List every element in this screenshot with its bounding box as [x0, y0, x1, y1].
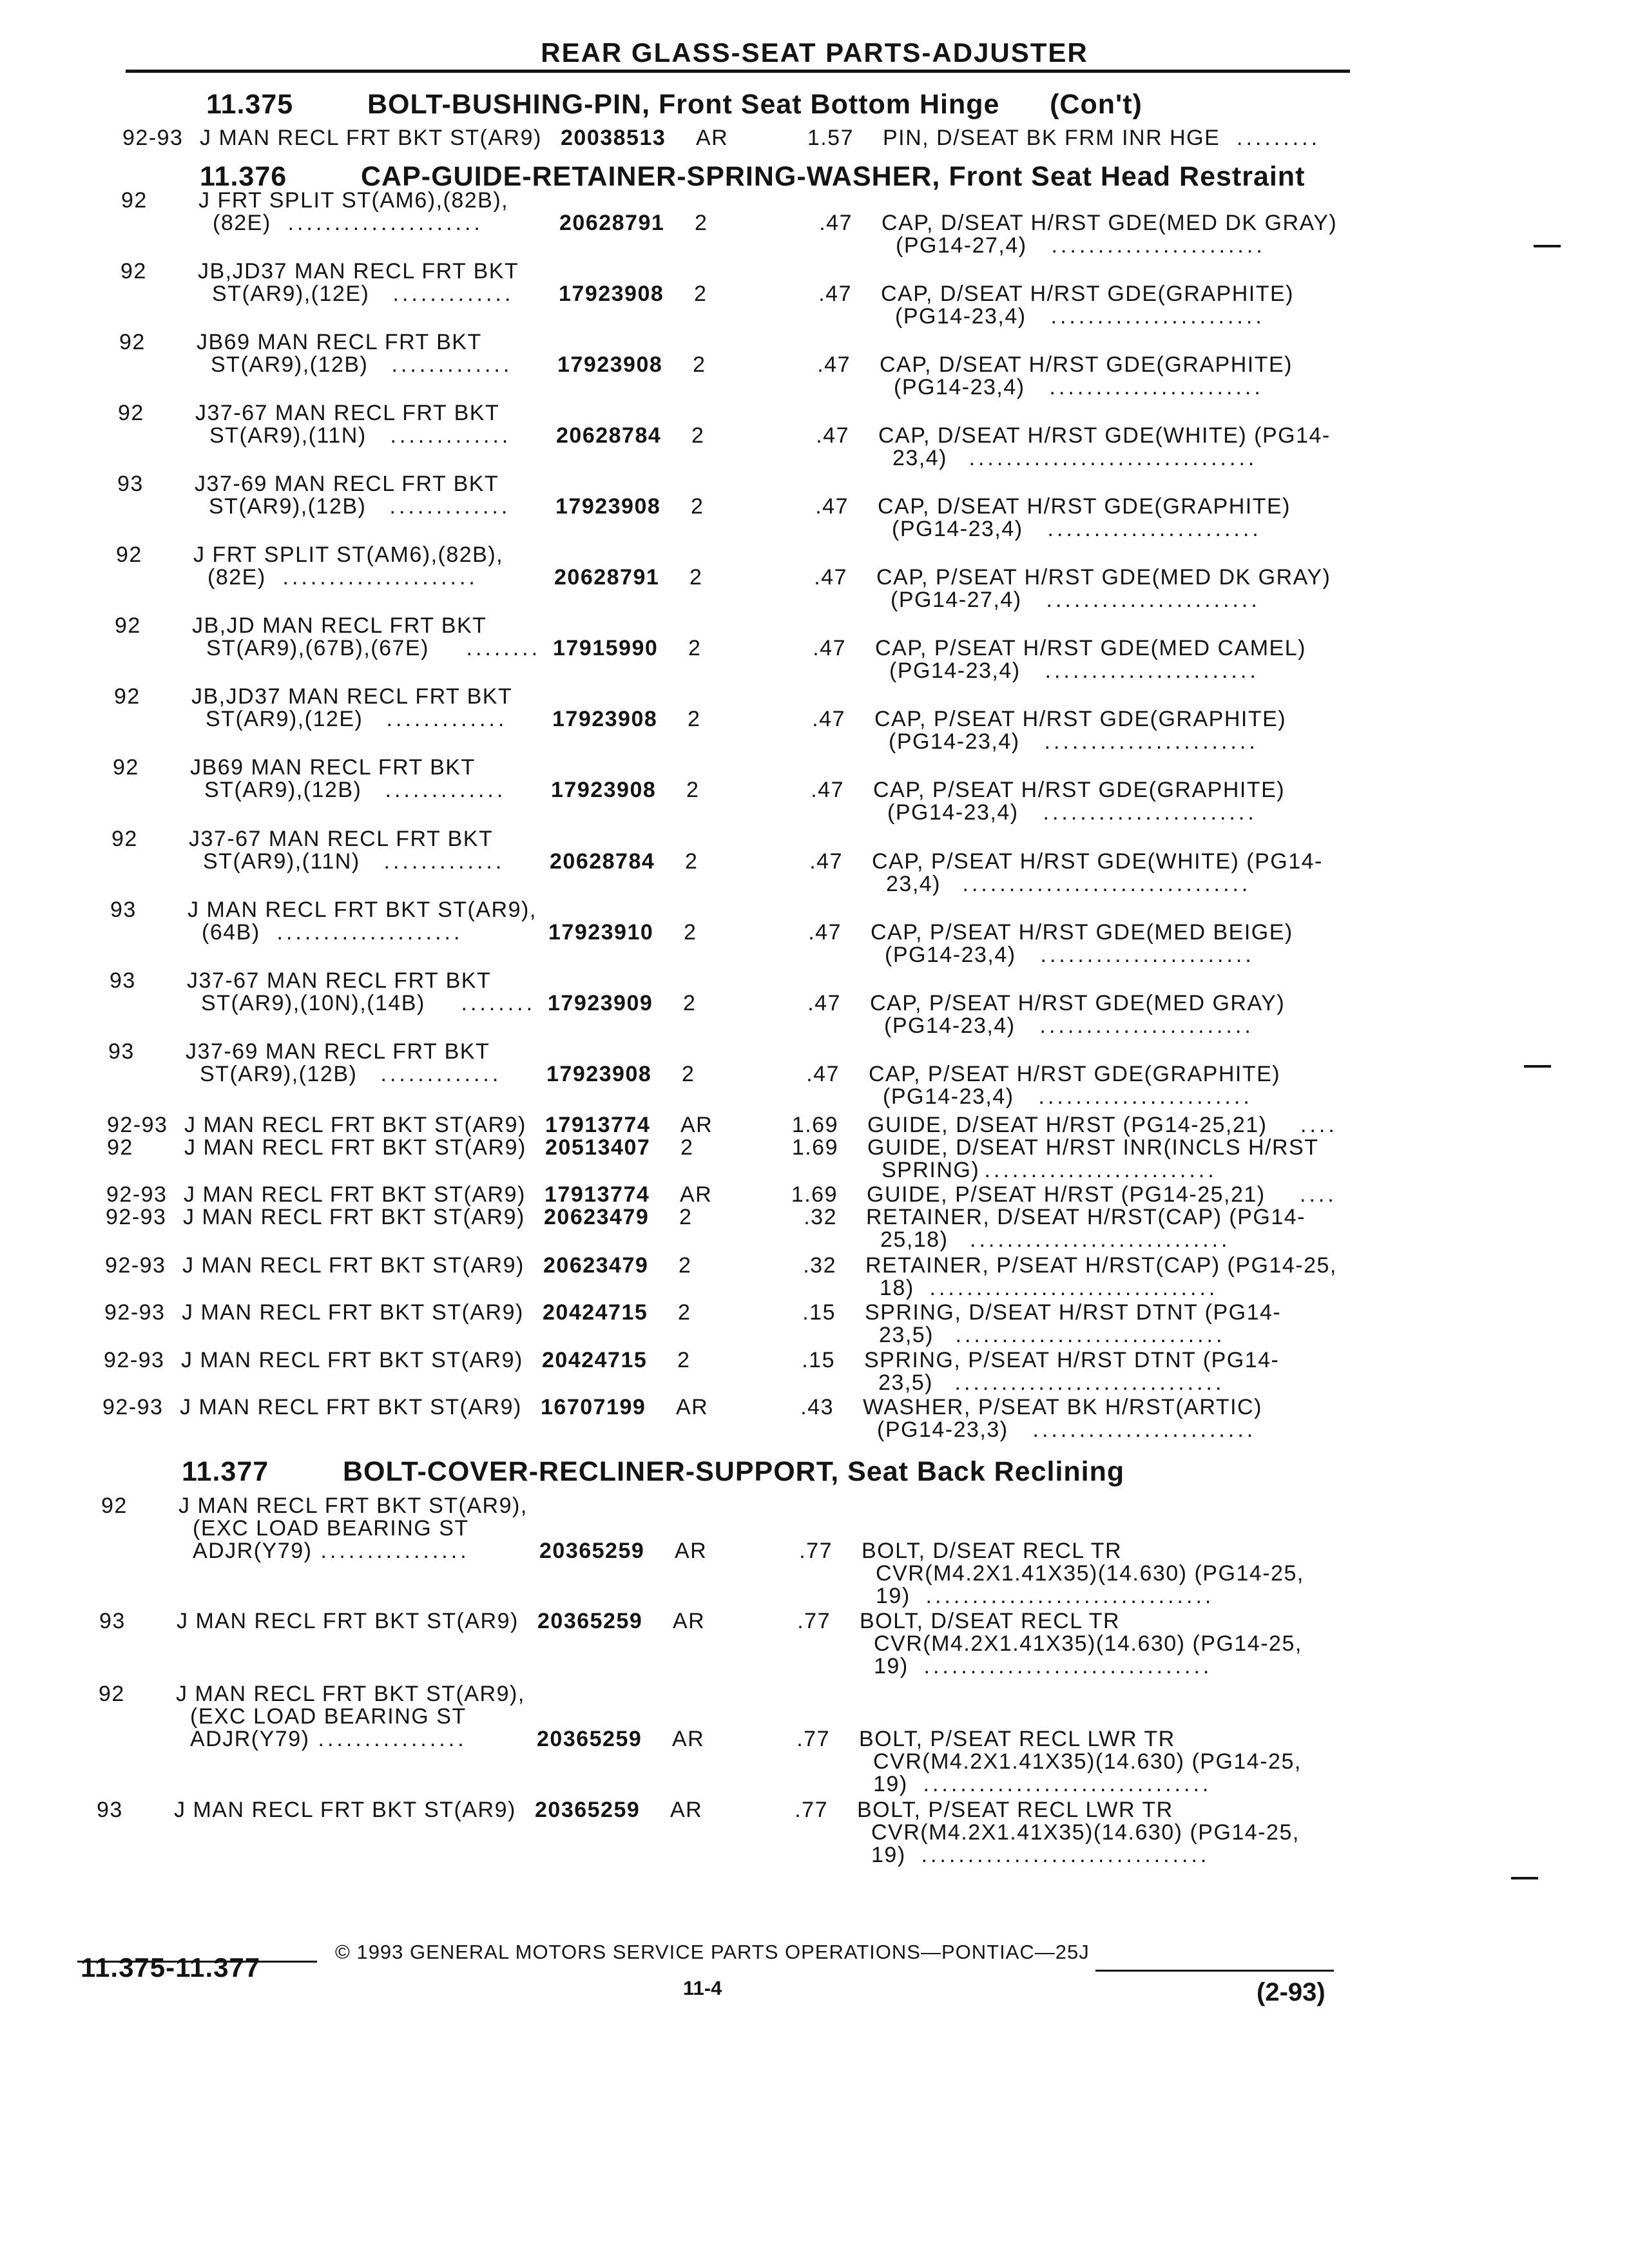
- catalog-entry: [0, 1348, 1629, 1395]
- part-description: 23,4): [892, 446, 947, 470]
- catalog-entry: [0, 1205, 1629, 1252]
- leader-dots: .......................: [1043, 800, 1257, 825]
- part-description: BOLT, P/SEAT RECL LWR TR: [859, 1727, 1175, 1751]
- part-description: (PG14-27,4): [896, 233, 1027, 258]
- part-description: CAP, P/SEAT H/RST GDE(WHITE) (PG14-: [872, 849, 1323, 874]
- footer-section-range: 11.375-11.377: [81, 1952, 261, 1983]
- footer-date: (2-93): [1257, 1978, 1325, 2006]
- part-description: BOLT, D/SEAT RECL TR: [860, 1609, 1121, 1633]
- part-description: CAP, D/SEAT H/RST GDE(WHITE) (PG14-: [878, 423, 1331, 448]
- application-line: JB69 MAN RECL FRT BKT: [197, 330, 482, 354]
- spacer: [940, 161, 949, 192]
- part-description: CAP, D/SEAT H/RST GDE(GRAPHITE): [878, 494, 1291, 519]
- model-year: 92: [116, 543, 142, 567]
- model-year: 92: [111, 827, 138, 851]
- part-description: CAP, P/SEAT H/RST GDE(GRAPHITE): [873, 778, 1286, 802]
- part-number: 17923908: [552, 707, 658, 731]
- application-line: JB,JD MAN RECL FRT BKT: [192, 613, 487, 638]
- part-description: GUIDE, P/SEAT H/RST (PG14-25,21): [867, 1182, 1266, 1207]
- model-year: 92-93: [104, 1300, 166, 1325]
- part-description: SPRING): [882, 1158, 980, 1182]
- section-heading: [182, 1456, 1124, 1488]
- catalog-entry: [0, 259, 1629, 329]
- catalog-entry: [0, 1182, 1629, 1207]
- quantity: 2: [682, 1062, 695, 1086]
- leader-dots: .......................: [1040, 943, 1255, 967]
- part-number: 20424715: [543, 1300, 648, 1325]
- unit-price: .32: [803, 1253, 836, 1278]
- application-line: J MAN RECL FRT BKT ST(AR9),: [178, 1494, 528, 1518]
- application-line: (82E): [213, 211, 271, 235]
- quantity: AR: [680, 1113, 713, 1137]
- quantity: AR: [670, 1798, 703, 1822]
- leader-dots: ............................: [970, 1227, 1231, 1252]
- application-line: J MAN RECL FRT BKT ST(AR9): [174, 1798, 516, 1822]
- leader-dots: ...............................: [923, 1654, 1213, 1678]
- catalog-entry: [0, 1135, 1629, 1182]
- leader-dots: ................: [318, 1727, 467, 1751]
- part-description: CAP, D/SEAT H/RST GDE(GRAPHITE): [880, 352, 1293, 377]
- application-line: ST(AR9),(12B): [204, 778, 362, 802]
- leader-dots: .......................: [1045, 658, 1259, 683]
- leader-dots: ....: [1300, 1113, 1338, 1137]
- model-year: 92: [118, 401, 144, 425]
- model-year: 92: [115, 613, 141, 638]
- application-line: ADJR(Y79): [193, 1539, 313, 1563]
- part-number: 20628791: [559, 211, 665, 235]
- part-number: 17923908: [546, 1062, 652, 1086]
- part-description: SPRING, P/SEAT H/RST DTNT (PG14-: [864, 1348, 1280, 1372]
- spacer: [650, 89, 659, 120]
- part-description: GUIDE, D/SEAT H/RST (PG14-25,21): [867, 1113, 1268, 1137]
- unit-price: .77: [797, 1609, 831, 1633]
- application-line: (64B): [202, 920, 260, 945]
- model-year: 92: [114, 684, 140, 709]
- leader-dots: ........................: [1032, 1418, 1257, 1442]
- part-description: PIN, D/SEAT BK FRM INR HGE: [883, 126, 1220, 150]
- header-rule: [126, 70, 1350, 73]
- leader-dots: ........: [461, 991, 536, 1015]
- unit-price: .47: [806, 1062, 840, 1086]
- part-number: 20424715: [542, 1348, 648, 1372]
- catalog-entry: [0, 1253, 1629, 1300]
- quantity: 2: [677, 1348, 691, 1372]
- application-line: J MAN RECL FRT BKT ST(AR9): [182, 1253, 525, 1278]
- unit-price: .47: [813, 636, 846, 660]
- quantity: 2: [694, 282, 708, 306]
- catalog-entry: [0, 1039, 1629, 1109]
- leader-dots: .............: [389, 494, 511, 519]
- application-line: ST(AR9),(10N),(14B): [201, 991, 425, 1015]
- quantity: 2: [678, 1300, 691, 1325]
- leader-dots: .....................: [287, 211, 483, 235]
- part-number: 20628784: [556, 423, 662, 448]
- part-description: 19): [874, 1654, 909, 1678]
- application-line: ST(AR9),(12E): [206, 707, 363, 731]
- quantity: AR: [680, 1182, 713, 1207]
- section-heading: [206, 89, 1142, 120]
- part-number: 17923909: [548, 991, 653, 1015]
- application-line: J MAN RECL FRT BKT ST(AR9): [180, 1395, 522, 1419]
- catalog-entry: [0, 1300, 1629, 1347]
- part-description: CVR(M4.2X1.41X35)(14.630) (PG14-25,: [876, 1561, 1304, 1586]
- part-description: (PG14-23,4): [883, 1084, 1014, 1109]
- part-description: 23,5): [878, 1370, 933, 1395]
- part-description: (PG14-23,4): [889, 729, 1020, 754]
- application-line: J MAN RECL FRT BKT ST(AR9): [184, 1135, 526, 1160]
- part-description: 25,18): [880, 1227, 949, 1252]
- model-year: 92: [99, 1682, 125, 1706]
- unit-price: .47: [811, 778, 844, 802]
- application-line: J MAN RECL FRT BKT ST(AR9): [184, 1113, 526, 1137]
- model-year: 92-93: [106, 1182, 168, 1207]
- part-description: (PG14-23,4): [895, 304, 1027, 329]
- application-line: JB,JD37 MAN RECL FRT BKT: [191, 684, 513, 709]
- unit-price: .47: [819, 211, 853, 235]
- part-description: (PG14-27,4): [891, 588, 1022, 612]
- section-subtitle: Front Seat Head Restraint: [949, 161, 1306, 192]
- part-description: RETAINER, D/SEAT H/RST(CAP) (PG14-: [866, 1205, 1306, 1229]
- unit-price: .47: [816, 423, 849, 448]
- unit-price: .47: [815, 494, 849, 519]
- quantity: 2: [683, 991, 697, 1015]
- unit-price: .47: [817, 352, 851, 377]
- application-line: J MAN RECL FRT BKT ST(AR9): [184, 1182, 526, 1207]
- application-line: ST(AR9),(12E): [212, 282, 370, 306]
- model-year: 93: [110, 968, 136, 993]
- part-description: (PG14-23,4): [889, 658, 1021, 683]
- model-year: 92: [113, 755, 139, 780]
- footer-copyright: © 1993 GENERAL MOTORS SERVICE PARTS OPERATIONS—PONTIAC—25J: [335, 1941, 1090, 1963]
- model-year: 93: [117, 472, 144, 496]
- part-number: 17923908: [555, 494, 661, 519]
- part-description: 19): [876, 1584, 911, 1608]
- unit-price: .47: [808, 920, 842, 945]
- application-line: J MAN RECL FRT BKT ST(AR9): [183, 1205, 525, 1229]
- leader-dots: .............: [386, 707, 508, 731]
- model-year: 92: [101, 1494, 128, 1518]
- margin-mark: [1534, 245, 1561, 247]
- application-line: (EXC LOAD BEARING ST: [193, 1516, 469, 1541]
- leader-dots: ...............................: [921, 1843, 1210, 1867]
- unit-price: .47: [818, 282, 852, 306]
- model-year: 92-93: [102, 1395, 164, 1419]
- quantity: AR: [672, 1727, 705, 1751]
- part-description: CAP, P/SEAT H/RST GDE(GRAPHITE): [874, 707, 1287, 731]
- leader-dots: ...............................: [969, 446, 1258, 470]
- quantity: AR: [673, 1609, 706, 1633]
- application-line: ST(AR9),(67B),(67E): [206, 636, 429, 660]
- part-number: 20628784: [550, 849, 655, 874]
- application-line: J FRT SPLIT ST(AM6),(82B),: [198, 188, 509, 213]
- section-subtitle: Front Seat Bottom Hinge: [658, 89, 1000, 120]
- model-year: 92: [120, 259, 147, 284]
- model-year: 93: [108, 1039, 135, 1064]
- part-description: 19): [873, 1772, 908, 1796]
- quantity: 2: [691, 494, 704, 519]
- quantity: AR: [676, 1395, 709, 1419]
- leader-dots: .......................: [1047, 517, 1262, 541]
- section-subtitle: Seat Back Reclining: [847, 1456, 1125, 1487]
- application-line: J37-69 MAN RECL FRT BKT: [195, 472, 499, 496]
- model-year: 92-93: [107, 1113, 168, 1137]
- unit-price: 1.57: [807, 126, 854, 150]
- quantity: 2: [679, 1253, 692, 1278]
- application-line: J37-67 MAN RECL FRT BKT: [187, 968, 492, 993]
- part-number: 20365259: [535, 1798, 641, 1822]
- unit-price: .77: [796, 1727, 830, 1751]
- leader-dots: .............: [392, 282, 514, 306]
- catalog-entry: [0, 968, 1629, 1038]
- application-line: ADJR(Y79): [190, 1727, 310, 1751]
- section-number: 11.377: [182, 1456, 269, 1487]
- unit-price: .77: [795, 1798, 828, 1822]
- spacer: [839, 1456, 847, 1487]
- leader-dots: ...............................: [923, 1772, 1212, 1796]
- application-line: ST(AR9),(12B): [200, 1062, 358, 1086]
- catalog-entry: [0, 1609, 1629, 1678]
- margin-mark: [1524, 1065, 1551, 1068]
- unit-price: .32: [804, 1205, 837, 1229]
- part-number: 20623479: [544, 1205, 650, 1229]
- unit-price: .47: [812, 707, 845, 731]
- part-number: 17923908: [557, 352, 663, 377]
- application-line: J37-69 MAN RECL FRT BKT: [186, 1039, 490, 1064]
- quantity: 2: [686, 778, 700, 802]
- unit-price: 1.69: [791, 1113, 838, 1137]
- model-year: 92-93: [104, 1348, 165, 1372]
- leader-dots: .............: [380, 1062, 502, 1086]
- application-line: J MAN RECL FRT BKT ST(AR9): [181, 1348, 523, 1372]
- leader-dots: ....: [1300, 1182, 1337, 1207]
- part-number: 16707199: [541, 1395, 646, 1419]
- leader-dots: ...............................: [925, 1584, 1215, 1608]
- model-year: 92: [107, 1135, 133, 1160]
- leader-dots: ................: [320, 1539, 470, 1563]
- part-number: 17923908: [551, 778, 657, 802]
- quantity: 2: [693, 352, 706, 377]
- part-number: 20623479: [543, 1253, 649, 1278]
- model-year: 92-93: [105, 1253, 166, 1278]
- part-description: CAP, P/SEAT H/RST GDE(MED CAMEL): [875, 636, 1306, 660]
- application-line: J MAN RECL FRT BKT ST(AR9): [182, 1300, 524, 1325]
- part-description: (PG14-23,4): [884, 1014, 1016, 1038]
- part-number: 20365259: [539, 1539, 645, 1563]
- part-number: 20513407: [545, 1135, 651, 1160]
- unit-price: .47: [814, 565, 847, 590]
- application-line: ST(AR9),(11N): [209, 423, 367, 448]
- section-title: BOLT-BUSHING-PIN,: [367, 89, 651, 120]
- part-description: RETAINER, P/SEAT H/RST(CAP) (PG14-25,: [865, 1253, 1337, 1278]
- quantity: 2: [688, 707, 701, 731]
- leader-dots: .......................: [1044, 729, 1258, 754]
- spacer: [999, 89, 1050, 120]
- part-description: BOLT, P/SEAT RECL LWR TR: [857, 1798, 1173, 1822]
- application-line: ST(AR9),(12B): [211, 352, 369, 377]
- part-description: CVR(M4.2X1.41X35)(14.630) (PG14-25,: [873, 1749, 1302, 1774]
- leader-dots: .........: [1237, 126, 1321, 150]
- quantity: 2: [685, 849, 699, 874]
- leader-dots: .......................: [1051, 233, 1266, 258]
- catalog-entry: [0, 188, 1629, 258]
- leader-dots: .............: [383, 849, 505, 874]
- catalog-entry: [0, 1395, 1629, 1442]
- part-description: CAP, P/SEAT H/RST GDE(GRAPHITE): [869, 1062, 1281, 1086]
- part-description: CAP, D/SEAT H/RST GDE(MED DK GRAY): [882, 211, 1338, 235]
- leader-dots: ....................: [276, 920, 463, 945]
- part-description: CAP, P/SEAT H/RST GDE(MED GRAY): [870, 991, 1286, 1015]
- part-description: (PG14-23,4): [885, 943, 1016, 967]
- part-description: 23,5): [879, 1323, 934, 1347]
- unit-price: .47: [809, 849, 843, 874]
- model-year: 92-93: [106, 1205, 167, 1229]
- unit-price: .43: [800, 1395, 834, 1419]
- unit-price: .47: [807, 991, 841, 1015]
- application-line: J MAN RECL FRT BKT ST(AR9),: [188, 898, 537, 922]
- part-description: BOLT, D/SEAT RECL TR: [862, 1539, 1123, 1563]
- application-line: J37-67 MAN RECL FRT BKT: [195, 401, 500, 425]
- quantity: 2: [679, 1205, 693, 1229]
- application-line: JB,JD37 MAN RECL FRT BKT: [198, 259, 519, 284]
- part-number: 17923910: [548, 920, 654, 945]
- leader-dots: .............................: [954, 1370, 1225, 1395]
- catalog-entry: [0, 330, 1629, 399]
- leader-dots: .............: [391, 352, 513, 377]
- part-number: 20365259: [537, 1727, 642, 1751]
- quantity: AR: [675, 1539, 708, 1563]
- quantity: 2: [680, 1135, 694, 1160]
- page-title: REAR GLASS-SEAT PARTS-ADJUSTER: [541, 37, 1088, 68]
- part-description: (PG14-23,3): [877, 1418, 1008, 1442]
- leader-dots: ........: [466, 636, 541, 660]
- application-line: J MAN RECL FRT BKT ST(AR9): [177, 1609, 519, 1633]
- part-description: (PG14-23,4): [887, 800, 1019, 825]
- catalog-entry: [0, 684, 1629, 754]
- leader-dots: .............: [385, 778, 506, 802]
- part-description: CVR(M4.2X1.41X35)(14.630) (PG14-25,: [871, 1820, 1300, 1845]
- model-year: 93: [99, 1609, 126, 1633]
- leader-dots: .....................: [282, 565, 478, 590]
- part-description: (PG14-23,4): [892, 517, 1023, 541]
- application-line: J FRT SPLIT ST(AM6),(82B),: [193, 543, 504, 567]
- section-title: BOLT-COVER-RECLINER-SUPPORT,: [343, 1456, 840, 1487]
- application-line: J MAN RECL FRT BKT ST(AR9),: [176, 1682, 525, 1706]
- part-description: 18): [880, 1276, 914, 1300]
- leader-dots: .......................: [1049, 375, 1264, 399]
- part-number: 17915990: [553, 636, 659, 660]
- application-line: ST(AR9),(11N): [203, 849, 360, 874]
- quantity: 2: [688, 636, 702, 660]
- leader-dots: .........................: [984, 1158, 1217, 1182]
- quantity: 2: [684, 920, 697, 945]
- quantity: AR: [696, 126, 729, 150]
- margin-mark: [1511, 1877, 1538, 1879]
- part-description: CAP, P/SEAT H/RST GDE(MED BEIGE): [871, 920, 1293, 945]
- leader-dots: .............................: [955, 1323, 1226, 1347]
- unit-price: 1.69: [791, 1182, 838, 1207]
- model-year: 93: [97, 1798, 123, 1822]
- part-description: GUIDE, D/SEAT H/RST INR(INCLS H/RST: [867, 1135, 1319, 1160]
- part-description: CVR(M4.2X1.41X35)(14.630) (PG14-25,: [874, 1631, 1302, 1656]
- part-description: CAP, P/SEAT H/RST GDE(MED DK GRAY): [876, 565, 1331, 590]
- leader-dots: .......................: [1039, 1014, 1254, 1038]
- leader-dots: .......................: [1038, 1084, 1253, 1109]
- footer-page-number: 11-4: [683, 1977, 722, 1999]
- model-year: 92: [121, 188, 148, 213]
- part-description: (PG14-23,4): [894, 375, 1025, 399]
- quantity: 2: [695, 211, 708, 235]
- unit-price: 1.69: [791, 1135, 838, 1160]
- section-title: CAP-GUIDE-RETAINER-SPRING-WASHER,: [361, 161, 941, 192]
- application-line: JB69 MAN RECL FRT BKT: [190, 755, 476, 780]
- leader-dots: .............: [390, 423, 512, 448]
- footer-rule-right: [1095, 1970, 1334, 1972]
- leader-dots: ...............................: [929, 1276, 1219, 1300]
- application-line: (EXC LOAD BEARING ST: [190, 1704, 467, 1729]
- part-number: 17913774: [545, 1113, 651, 1137]
- unit-price: .15: [802, 1348, 835, 1372]
- part-description: WASHER, P/SEAT BK H/RST(ARTIC): [863, 1395, 1262, 1419]
- model-year: 92-93: [122, 126, 184, 150]
- application-line: J37-67 MAN RECL FRT BKT: [189, 827, 494, 851]
- section-number: 11.375: [206, 89, 294, 120]
- leader-dots: ...............................: [962, 872, 1251, 896]
- part-number: 17913774: [545, 1182, 650, 1207]
- part-number: 20628791: [554, 565, 660, 590]
- application-line: J MAN RECL FRT BKT ST(AR9): [200, 126, 542, 150]
- unit-price: .77: [799, 1539, 833, 1563]
- section-suffix: (Con't): [1050, 89, 1142, 120]
- part-description: 19): [871, 1843, 906, 1867]
- quantity: 2: [691, 423, 705, 448]
- catalog-entry: [0, 613, 1629, 683]
- model-year: 93: [110, 898, 137, 922]
- model-year: 92: [119, 330, 146, 354]
- catalog-entry: [0, 755, 1629, 825]
- application-line: (82E): [207, 565, 266, 590]
- leader-dots: .......................: [1046, 588, 1260, 612]
- quantity: 2: [689, 565, 703, 590]
- part-number: 17923908: [559, 282, 664, 306]
- leader-dots: .......................: [1050, 304, 1265, 329]
- application-line: ST(AR9),(12B): [209, 494, 367, 519]
- unit-price: .15: [802, 1300, 836, 1325]
- section-number: 11.376: [200, 161, 287, 192]
- part-description: CAP, D/SEAT H/RST GDE(GRAPHITE): [881, 282, 1294, 306]
- part-description: SPRING, D/SEAT H/RST DTNT (PG14-: [865, 1300, 1282, 1325]
- part-number: 20038513: [561, 126, 666, 150]
- part-number: 20365259: [537, 1609, 643, 1633]
- part-description: 23,4): [886, 872, 941, 896]
